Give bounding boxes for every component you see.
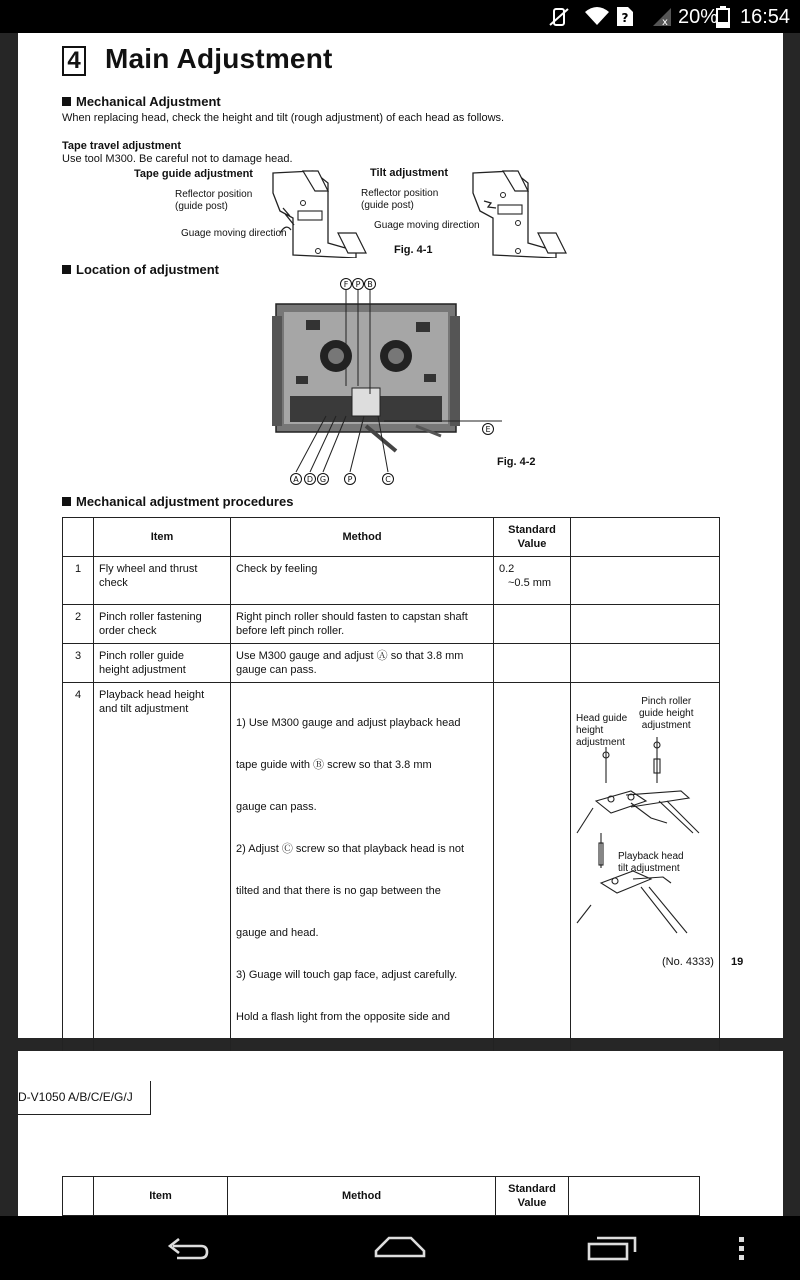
row-method <box>231 557 494 605</box>
row-method-line: tape guide with Ⓑ screw so that 3.8 mm <box>236 759 432 771</box>
marker-top-2: P <box>355 280 361 289</box>
row-num: 3 <box>63 644 94 683</box>
section-number: 4 <box>62 46 86 76</box>
header-num <box>63 1177 94 1216</box>
row-figure <box>571 644 720 683</box>
header-figure <box>569 1177 700 1216</box>
row-method-line: tilted and that there is no gap between the <box>236 885 441 897</box>
bullet-square-icon <box>62 265 71 274</box>
row-method-line: 1) Use M300 gauge and adjust playback head <box>236 717 461 729</box>
table-row <box>63 644 720 683</box>
table-row <box>63 605 720 644</box>
row-figure <box>571 605 720 644</box>
marker-bottom-1: A <box>293 475 299 484</box>
row-standard <box>494 605 571 644</box>
row-method-line: gauge can pass. <box>236 801 317 813</box>
row-item-line: Pinch roller guide <box>99 650 184 662</box>
row-standard <box>494 644 571 683</box>
fig1-right-reflector-1: Reflector position <box>361 188 439 199</box>
fig-pinch-roller-label: Pinch roller guide height adjustment <box>639 696 694 731</box>
signal-icon <box>651 7 673 27</box>
fig1-left-gauge-moving: Guage moving direction <box>181 228 287 239</box>
row-item-line: Fly wheel and thrust <box>99 563 198 575</box>
header-standard-line1: Standard <box>508 1183 556 1195</box>
head-adjustment-diagram <box>571 683 719 960</box>
marker-side: E <box>485 425 491 434</box>
row-item-line: order check <box>99 625 157 637</box>
header-figure <box>571 518 720 557</box>
mechanical-adjustment-heading: Mechanical Adjustment <box>62 94 221 109</box>
page-title: Main Adjustment <box>105 43 333 74</box>
row-method <box>231 605 494 644</box>
bullet-square-icon <box>62 97 71 106</box>
fig2-caption: Fig. 4-2 <box>497 456 536 468</box>
row-method-line: Hold a flash light from the opposite side and <box>236 1011 451 1023</box>
status-bar <box>0 0 800 33</box>
row-method-line: Right pinch roller should fasten to capstan shaft <box>236 611 468 623</box>
header-item: Item <box>94 518 231 557</box>
document-page-next <box>18 1051 783 1216</box>
mute-vibrate-icon <box>548 7 570 27</box>
fig1-left-gauge-diagram <box>258 163 368 258</box>
marker-bottom-2: D <box>306 475 314 484</box>
table-row <box>63 557 720 605</box>
row-num: 4 <box>63 683 94 1184</box>
home-button[interactable] <box>355 1216 445 1280</box>
header-standard-line2: Value <box>517 538 547 550</box>
menu-button[interactable] <box>696 1216 786 1280</box>
page-number: 19 <box>731 956 744 968</box>
row-method <box>231 644 494 683</box>
header-standard-line2: Value <box>517 1197 547 1209</box>
procedures-table-continued <box>62 1176 700 1216</box>
svg-text:?: ? <box>621 11 629 25</box>
recent-apps-button[interactable] <box>567 1216 657 1280</box>
fig-head-guide-label: Head guide height adjustment <box>576 713 628 748</box>
row-method-line: 3) Guage will touch gap face, adjust carefully. <box>236 969 458 981</box>
marker-bottom-3: G <box>319 475 327 484</box>
fig1-left-reflector-2: (guide post) <box>175 201 228 212</box>
fig1-right-gauge-diagram <box>458 163 568 258</box>
clock: 16:54 <box>740 6 791 28</box>
marker-bottom-5: C <box>385 475 391 484</box>
fig2-mechanism-diagram <box>266 276 506 488</box>
row-item <box>94 557 231 605</box>
navigation-bar <box>0 1216 800 1280</box>
row-figure <box>571 557 720 605</box>
table-header-row <box>63 518 720 557</box>
row-method-line: gauge can pass. <box>236 664 317 676</box>
header-standard <box>496 1177 569 1216</box>
fig-playback-tilt-label: Playback head tilt adjustment <box>618 851 684 874</box>
back-button[interactable] <box>143 1216 233 1280</box>
fig1-right-title: Tilt adjustment <box>370 167 449 179</box>
header-standard <box>494 518 571 557</box>
document-page <box>18 33 783 1038</box>
model-label: D-V1050 A/B/C/E/G/J <box>18 1081 151 1115</box>
fig1-left-title: Tape guide adjustment <box>134 168 253 180</box>
marker-top-3: B <box>367 280 373 289</box>
fig1-caption: Fig. 4-1 <box>394 244 433 256</box>
document-viewer[interactable] <box>0 33 800 1216</box>
fig1-right-reflector-2: (guide post) <box>361 200 414 211</box>
row-num: 1 <box>63 557 94 605</box>
no-sim-icon <box>616 6 634 27</box>
header-method: Method <box>231 518 494 557</box>
row-item <box>94 644 231 683</box>
row-item-line: check <box>99 577 128 589</box>
row-standard <box>494 557 571 605</box>
location-heading: Location of adjustment <box>62 262 219 277</box>
row-method-line: 2) Adjust Ⓒ screw so that playback head is not <box>236 843 465 855</box>
wifi-icon <box>584 6 610 26</box>
row-standard-line: ~0.5 mm <box>508 577 552 589</box>
header-standard-line1: Standard <box>508 524 556 536</box>
mech-intro-text: When replacing head, check the height and tilt (rough adjustment) of each head as follows. <box>62 112 505 124</box>
tape-travel-text: Use tool M300. Be careful not to damage head. <box>62 153 293 165</box>
tape-travel-heading: Tape travel adjustment <box>62 140 181 152</box>
bullet-square-icon <box>62 497 71 506</box>
row-item-line: and tilt adjustment <box>99 703 189 715</box>
table-header-row <box>63 1177 700 1216</box>
document-number: (No. 4333) <box>662 956 714 968</box>
row-method-line: Use M300 gauge and adjust Ⓐ so that 3.8 mm <box>236 650 464 662</box>
battery-percent: 20% <box>678 6 719 28</box>
fig1-left-reflector-1: Reflector position <box>175 189 253 200</box>
svg-text:x: x <box>662 17 668 27</box>
header-num <box>63 518 94 557</box>
row-item-line: height adjustment <box>99 664 186 676</box>
row-item-line: Pinch roller fastening <box>99 611 202 623</box>
battery-icon <box>716 6 730 28</box>
marker-bottom-4: P <box>347 475 353 484</box>
fig1-right-gauge-moving: Guage moving direction <box>374 220 480 231</box>
row-standard-line: 0.2 <box>499 563 515 575</box>
marker-top-1: F <box>343 280 349 289</box>
header-method: Method <box>228 1177 496 1216</box>
procedures-heading: Mechanical adjustment procedures <box>62 494 293 509</box>
row-method-line: gauge and head. <box>236 927 319 939</box>
row-method-line: before left pinch roller. <box>236 625 345 637</box>
row-method-line: Check by feeling <box>236 563 318 575</box>
row-item-line: Playback head height <box>99 689 205 701</box>
row-num: 2 <box>63 605 94 644</box>
header-item: Item <box>94 1177 228 1216</box>
row-item <box>94 605 231 644</box>
